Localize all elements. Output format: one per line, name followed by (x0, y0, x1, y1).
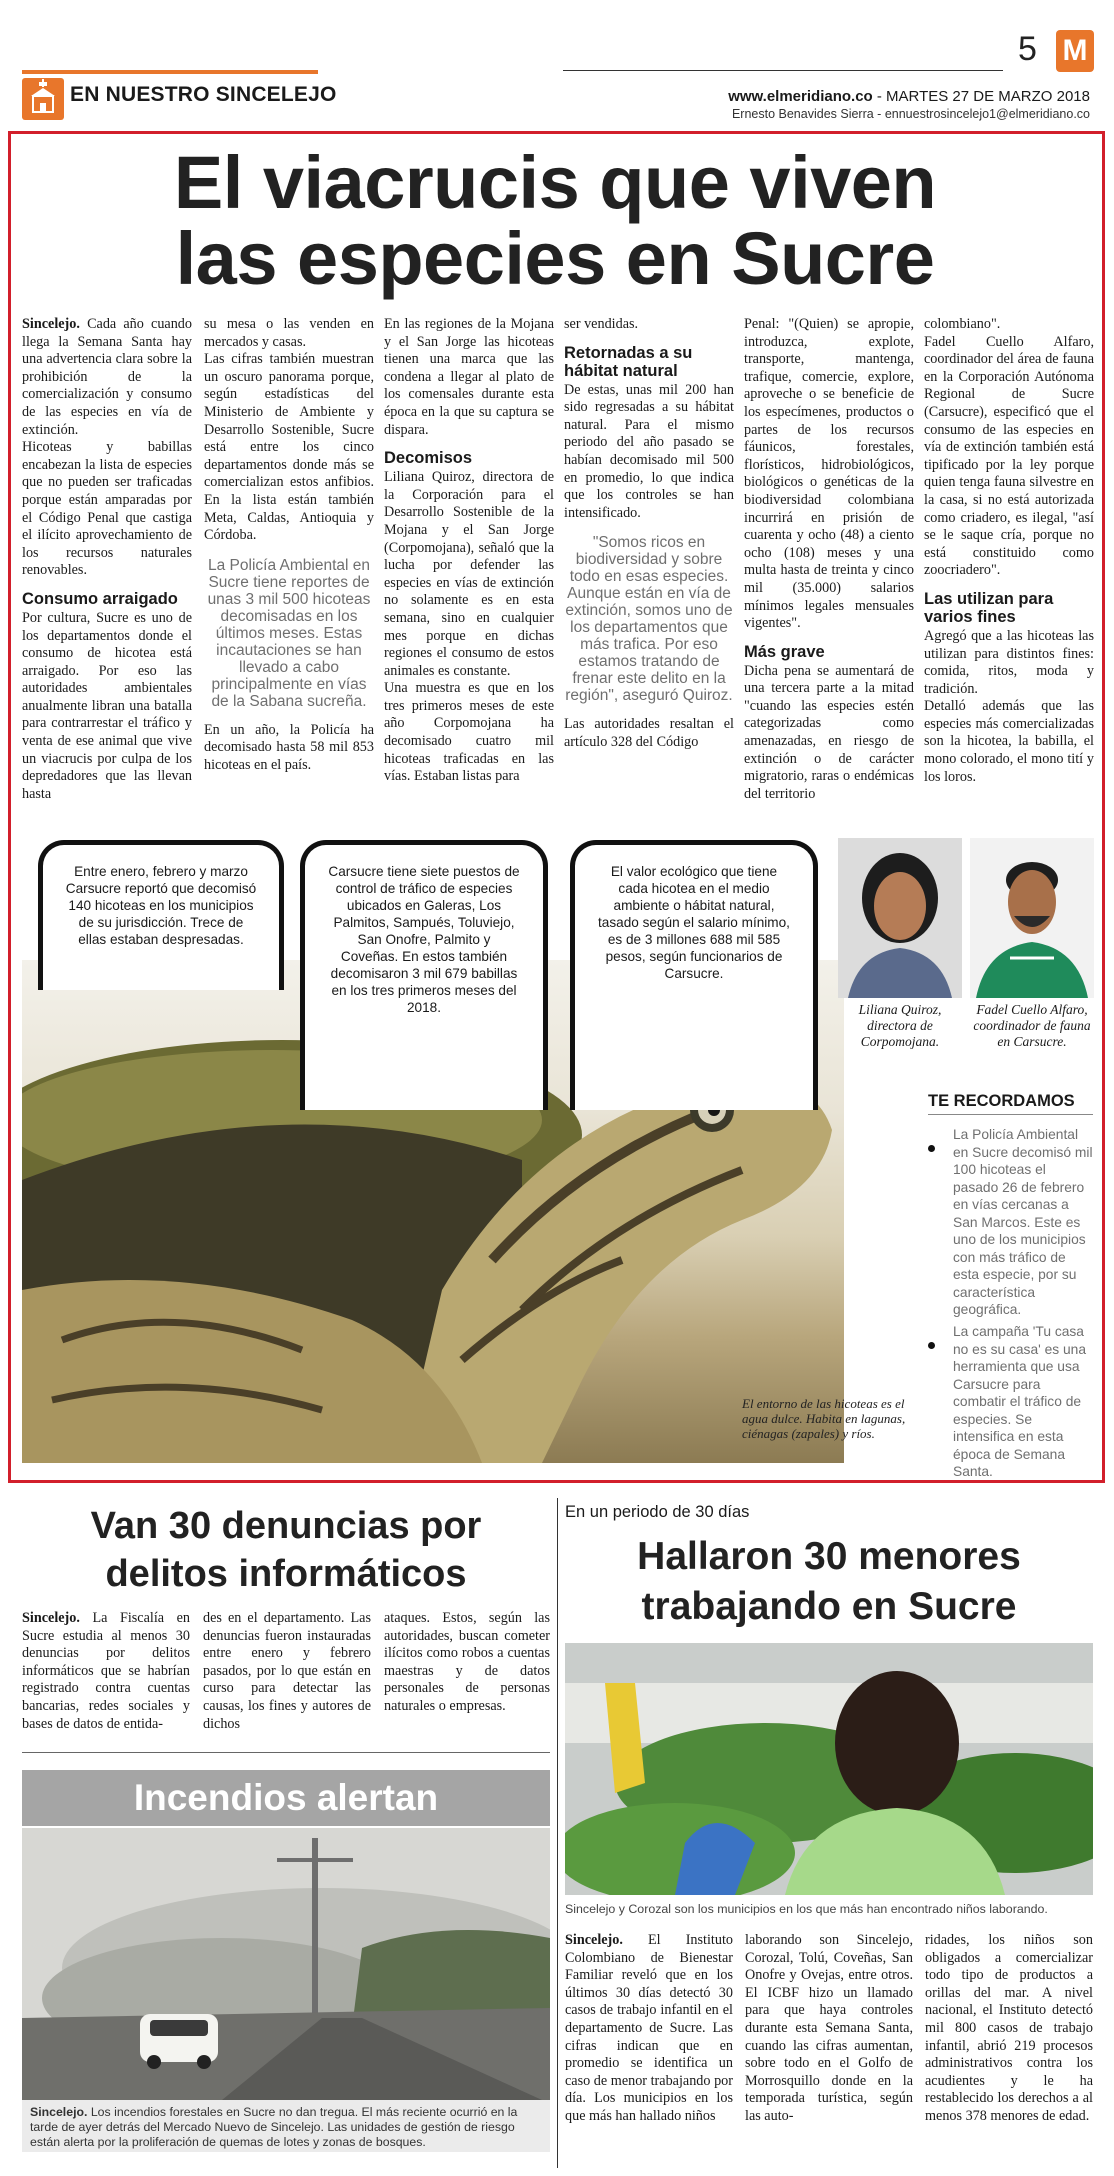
article-column-5 (744, 316, 914, 803)
subheading: Decomisos (384, 449, 473, 468)
page-number: 5 (1018, 30, 1037, 68)
denuncias-column-1 (22, 1610, 190, 1733)
article-column-1 (22, 316, 192, 803)
portrait-fadel-cuello (970, 838, 1094, 998)
article-column-3 (384, 316, 554, 786)
site-date-line (560, 88, 1090, 105)
fact-bubble-1: Entre enero, febrero y marzo Carsucre reportó que decomisó 140 hicoteas en los municipios de su jurisdicción. Trece de ellas estaban despresadas. (38, 840, 284, 990)
subheading: Retornadas a su hábitat natural (564, 343, 693, 380)
paragraph: El Instituto Colombiano de Bienestar Familiar reveló que en los últimos 30 días detectó 30 casos de trabajo infantil en el departamento de Sucre. Las cifras indican que en promedio se identifica un caso de menor trabajando por día. Los municipios en los que más han hallado niños (565, 1932, 733, 2124)
issue-date: - MARTES 27 DE MARZO 2018 (872, 88, 1090, 105)
headline-line-1: Van 30 denuncias por (90, 1505, 482, 1547)
paragraph: colombiano". (924, 316, 1001, 332)
caption-text: Los incendios forestales en Sucre no dan tregua. El más reciente ocurrió en la tarde de ayer detrás del Mercado Nuevo de Sincelejo. Las unidades de gestión de riesgo están alerta por la proliferación de quemas de lotes y zonas de bosques. (30, 2105, 518, 2149)
subheading: Consumo arraigado (22, 589, 178, 608)
caption-liliana-quiroz: Liliana Quiroz, directora de Corpomojana. (858, 1002, 942, 1049)
menores-column-2: laborando son Sincelejo, Corozal, Tolú, Coveñas, San Onofre y Ovejas, entre otros. El ICBF hizo un llamado para que haya controles durante esta Semana Santa, cuando las cifras aumentan, sobre todo en el Golfo de Morrosquillo donde en la temporada turística, según las auto- (745, 1932, 913, 2124)
dateline: Sincelejo. (22, 1610, 80, 1626)
bullet-icon (928, 1342, 935, 1349)
site-url[interactable]: www.elmeridiano.co (728, 88, 873, 105)
paragraph: La Fiscalía en Sucre estudia al menos 30 denuncias por delitos informáticos que se habrían registrado contra cuentas bancarias, redes sociales y bases de datos de entida- (22, 1610, 190, 1732)
child-vendor-photo-caption: Sincelejo y Corozal son los municipios en los que más han encontrado niños laborando. (565, 1902, 1048, 1916)
paragraph: De estas, unas mil 200 han sido regresadas a su hábitat natural. Para el mismo periodo del año pasado se habían decomisado mil 500 en promedio, lo que indica que los controles se han intensificado. (564, 381, 734, 521)
paragraph: En las regiones de la Mojana y el San Jorge las hicoteas tienen una marca que las condena a llegar al plato de los comensales durante esta época en la que su captura se dispara. (384, 316, 554, 438)
newspaper-logo: M (1056, 30, 1094, 72)
paragraph: Las cifras también muestran un oscuro panorama porque, según estadísticas del Ministerio de Ambiente y Desarrollo Sostenible, Sucre está entre los cinco departamentos donde más se comercializan estos anfibios. En la lista están también Meta, Caldas, Antioquia y Córdoba. (204, 351, 374, 544)
fire-photo-caption (22, 2100, 550, 2152)
paragraph: En un año, la Policía ha decomisado hasta 58 mil 853 hicoteas en el país. (204, 721, 374, 773)
denuncias-headline (22, 1502, 550, 1598)
caption-fadel-cuello: Fadel Cuello Alfaro, coordinador de fauna en Carsucre. (973, 1002, 1091, 1049)
dateline: Sincelejo. (565, 1932, 623, 1948)
paragraph: Liliana Quiroz, directora de la Corporación para el Desarrollo Sostenible de la Mojana y el San Jorge (Corpomojana), señaló que la lucha por defender las especies en vías de extinción no solamente es en esta semana, sino en cualquier mes porque en dichas regiones el consumo de estos animales es constante. (384, 469, 554, 679)
section-rule (22, 1752, 550, 1753)
headline-line-1: El viacrucis que viven (173, 141, 937, 224)
subheading: Más grave (744, 642, 825, 661)
pull-quote: "Somos ricos en biodiversidad y sobre todo en esas especies. Aunque están en vía de extinción, somos uno de los departamentos que más trafica. Por eso estamos tratando de frenar este delito en la región", aseguró Quiroz. (565, 534, 733, 705)
recordamos-item-1: La Policía Ambiental en Sucre decomisó mil 100 hicoteas el pasado 26 de febrero en vías cercanas a San Marcos. Este es uno de los municipios con más tráfico de esta especie, por su característica geográfica. (953, 1127, 1093, 1317)
fact-bubble-3: El valor ecológico que tiene cada hicotea en el medio ambiente o hábitat natural, tasado según el salario mínimo, es de 3 millones 688 mil 585 pesos, según funcionarios de Carsucre. (570, 840, 818, 1110)
church-icon (22, 78, 64, 120)
dateline: Sincelejo. (22, 316, 80, 332)
menores-column-1 (565, 1932, 733, 2126)
header-rule (563, 70, 1003, 71)
paragraph: ser vendidas. (564, 316, 639, 332)
subheading: Las utilizan para varios fines (924, 589, 1054, 626)
section-accent-bar (22, 70, 318, 74)
turtle-photo-caption: El entorno de las hicoteas es el agua dulce. Habita en lagunas, ciénagas (zapales) y ríos. (742, 1396, 906, 1441)
portrait-liliana-quiroz (838, 838, 962, 998)
article-column-4 (564, 316, 734, 752)
paragraph: Detalló además que las especies más comercializadas son la hicotea, la babilla, el mono colorado, el mono tití y los loros. (924, 698, 1094, 785)
te-recordamos-title: TE RECORDAMOS (928, 1092, 1075, 1110)
main-headline (40, 141, 1070, 300)
paragraph: Cada año cuando llega la Semana Santa hay una advertencia clara sobre la prohibición de la comercialización y consumo de las especies en vía de extinción. (22, 316, 192, 438)
fact-bubble-2: Carsucre tiene siete puestos de control de tráfico de especies ubicados en Galeras, Los Palmitos, Sampués, Toluviejo, San Onofre, Palmito y Coveñas. En estos también decomisaron 3 mil 679 babillas en los tres primeros meses del 2018. (300, 840, 548, 1110)
paragraph: Por cultura, Sucre es uno de los departamentos donde el consumo de hicotea está arraigado. Por eso las autoridades ambientales anualmente libran una batalla para contrarrestar el tráfico y venta de ese animal que vive un viacrucis por culpa de los depredadores que las llevan hasta (22, 609, 192, 802)
incendios-banner: Incendios alertan (22, 1770, 550, 1826)
fire-photo (22, 1828, 550, 2100)
paragraph: Agregó que a las hicoteas las utilizan para distintos fines: comida, ritos, moda y tradición. (924, 627, 1094, 697)
paragraph: su mesa o las venden en mercados y casas. (204, 316, 374, 350)
paragraph: Penal: "(Quien) se apropie, introduzca, explote, transporte, mantenga, trafique, comercie, explore, aproveche o se beneficie de los especímenes, productos o partes de los recursos fáunicos, forestales, florísticos, hidrobiológicos, biológicos o genéticas de la biodiversidad colombiana incurrirá en prisión de cuarenta y ocho (48) a ciento ocho (108) meses y una multa hasta de treinta y cinco mil (35.000) salarios mínimos legales mensuales vigentes". (744, 316, 914, 632)
article-column-6 (924, 316, 1094, 786)
section-label: EN NUESTRO SINCELEJO (70, 83, 337, 106)
paragraph: Una muestra es que en los tres primeros meses de este año Corpomojana ha decomisado cuatro mil hicoteas traficadas en las vías. Estaban listas para (384, 680, 554, 785)
menores-headline (565, 1532, 1093, 1632)
column-divider (557, 1498, 558, 2168)
denuncias-column-2: des en el departamento. Las denuncias fueron instauradas entre enero y febrero pasados, por lo que están en curso para detectar las causas, los fines y autores de dichos (203, 1610, 371, 1732)
recordamos-item-2: La campaña 'Tu casa no es su casa' es una herramienta que usa Carsucre para combatir el tráfico de especies. Se intensifica en esta época de Semana Santa. (953, 1324, 1087, 1479)
paragraph: Hicoteas y babillas encabezan la lista de especies que no pueden ser traficadas porque están amparadas por el Código Penal que castiga el ilícito aprovechamiento de los recursos naturales renovables. (22, 439, 192, 579)
menores-kicker: En un periodo de 30 días (565, 1503, 750, 1521)
headline-line-2: trabajando en Sucre (641, 1585, 1017, 1628)
headline-line-2: delitos informáticos (105, 1553, 467, 1595)
headline-line-2: las especies en Sucre (175, 217, 935, 300)
dateline: Sincelejo. (30, 2105, 88, 2119)
denuncias-column-3: ataques. Estos, según las autoridades, buscan cometer ilícitos como robos a cuentas maestras y de datos personales de personas naturales o empresas. (384, 1610, 550, 1714)
paragraph: Las autoridades resaltan el artículo 328 del Código (564, 716, 734, 750)
paragraph: Dicha pena se aumentará de una tercera parte a la mitad "cuando las especies estén categorizadas como amenazadas, en riesgo de extinción o de carácter migratorio, raras o endémicas del territorio (744, 662, 914, 802)
te-recordamos-rule (928, 1114, 1093, 1115)
article-column-2 (204, 316, 374, 775)
headline-line-1: Hallaron 30 menores (637, 1535, 1021, 1578)
author-line: Ernesto Benavides Sierra - ennuestrosincelejo1@elmeridiano.co (731, 107, 1090, 121)
pull-quote: La Policía Ambiental en Sucre tiene reportes de unas 3 mil 500 hicoteas decomisadas en los últimos meses. Estas incautaciones se han llevado a cabo principalmente en vías de la Sabana sucreña. (207, 556, 371, 710)
bullet-icon (928, 1145, 935, 1152)
menores-column-3: ridades, los niños son obligados a comercializar todo tipo de productos a orillas del mar. A nivel nacional, el Instituto detectó mil 800 casos de trabajo infantil, abrió 219 procesos administrativos contra los acudientes y le ha restablecido los derechos a al menos 378 menores de edad. (925, 1932, 1093, 2124)
paragraph: Fadel Cuello Alfaro, coordinador del área de fauna en la Corporación Autónoma Regional de Sucre (Carsucre), especificó que el consumo de las especies en vía de extinción también está tipificado por la ley porque quien tenga fauna silvestre en la casa, si no está autorizada como criadero, es ilegal, "así se le saque cría, porque no está constituido como zoocriadero". (924, 333, 1094, 579)
child-vendor-photo (565, 1643, 1093, 1895)
